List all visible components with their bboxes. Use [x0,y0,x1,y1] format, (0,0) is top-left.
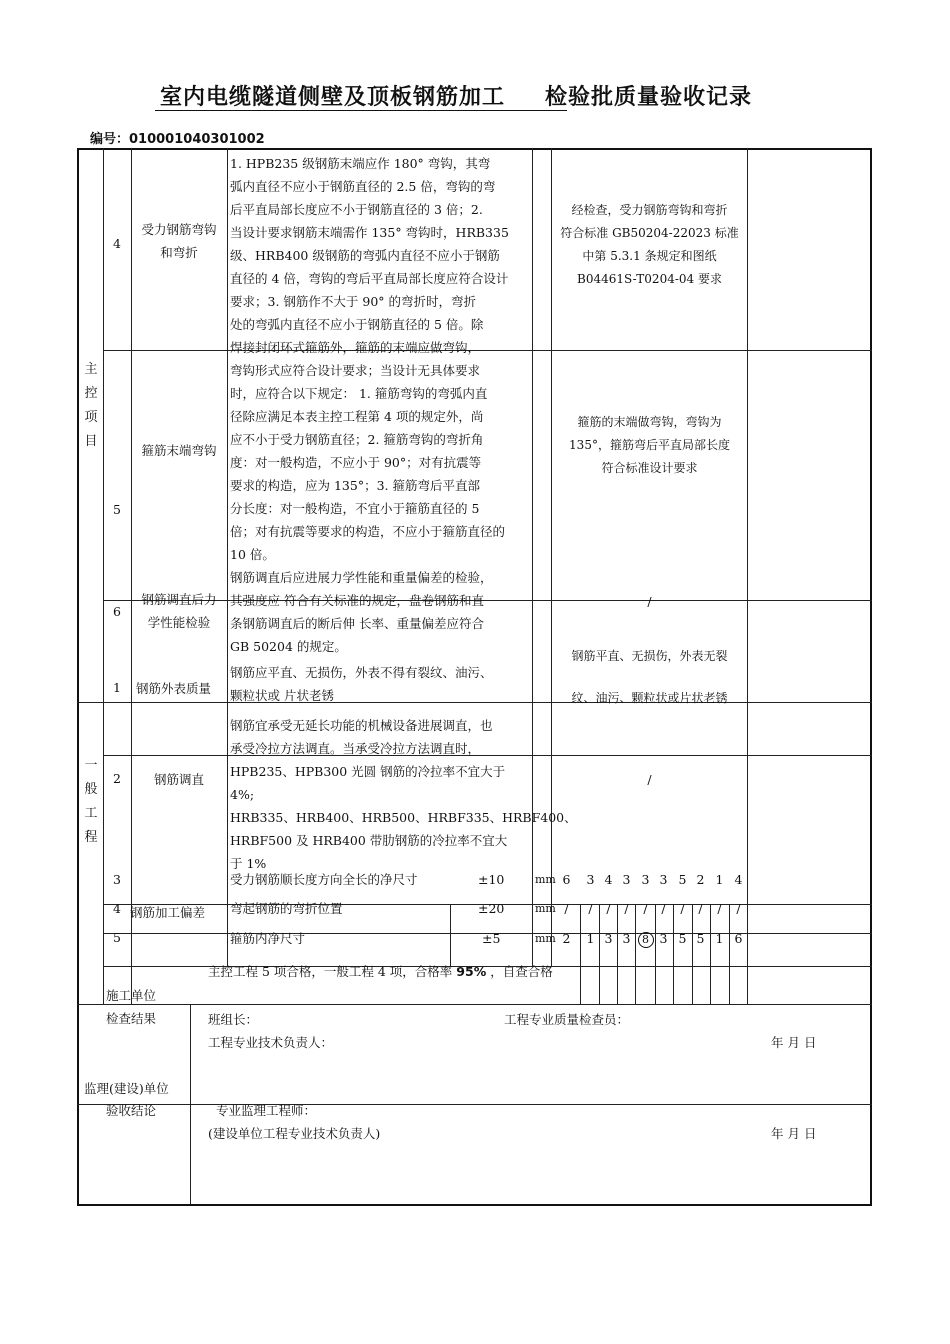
col-divider [692,904,693,1004]
col-divider [190,1004,191,1204]
measured-value: 3 [622,872,631,887]
measured-value: 3 [659,931,668,946]
measured-value: / [643,901,648,916]
measured-value: 6 [562,872,571,887]
date-label: 年 月 日 [771,1035,817,1050]
item-result: 箍筋的末端做弯钩，弯钩为 135°，箍筋弯后平直局部长度 符合标准设计要求 [569,415,730,475]
measured-value: 4 [734,872,743,887]
category-main-control: 主 控 项 目 [84,362,98,449]
col-divider [580,904,581,1004]
measured-value: / [564,901,569,916]
measured-value: 3 [586,872,595,887]
item-number: 4 [113,236,121,251]
item-name: 钢筋调直 [153,772,204,787]
deviation-tolerance: ±10 [478,872,505,887]
col-divider [227,148,228,966]
deviation-values [558,872,748,890]
date-label: 年 月 日 [771,1126,817,1141]
deviation-item: 受力钢筋顺长度方向全长的净尺寸 [230,872,418,887]
col-divider [599,904,600,1004]
measured-value: 3 [604,931,613,946]
deviation-item: 箍筋内净尺寸 [230,931,306,946]
measured-value: 1 [715,872,724,887]
deviation-values [558,931,748,949]
item-number: 2 [113,771,121,786]
item-name: 受力钢筋弯钩 和弯折 [141,222,217,260]
item-result: / [647,772,652,787]
measured-value: / [680,901,685,916]
construction-unit-label: 施工单位 [106,988,157,1003]
item-requirement: 弯钩形式应符合设计要求；当设计无具体要求 时，应符合以下规定： 1. 箍筋弯钩的弯弧内直 径除应满足本表主控工程第 4 项的规定外，尚 应不小于受力钢筋直径；2. 箍筋弯钩的弯折角 度：对一般构造，不应小于 90°；对有抗震等 要求的构造，应为 135°；3. 箍筋弯后平直部 分长度：对一般构造，不宜小于箍筋直径的 5 倍；对有抗震等要求的构造，不应小于箍筋直径的 10 倍。 [230,363,506,562]
measured-value: 1 [715,931,724,946]
quality-inspector-label: 工程专业质量检查员： [504,1012,630,1027]
measured-value: / [698,901,703,916]
item-number: 5 [113,502,121,517]
col-divider [103,148,104,1004]
deviation-number: 4 [113,901,121,916]
measured-value-circled: 8 [637,931,654,948]
measured-value: 1 [586,931,595,946]
measured-value: 5 [696,931,705,946]
deviation-values [558,901,748,919]
col-divider [635,904,636,1004]
item-requirement: 钢筋应平直、无损伤，外表不得有裂纹、油污、 颗粒状或 片状老锈 [230,665,493,703]
col-divider [617,904,618,1004]
section-divider [77,1104,872,1105]
col-divider [131,148,132,1004]
deviation-group-label: 钢筋加工偏差 [130,905,206,920]
col-divider [673,904,674,1004]
measured-value: 3 [622,931,631,946]
page-title: 室内电缆隧道侧壁及顶板钢筋加工 检验批质量验收记录 [160,85,753,110]
supervision-unit-label: 监理(建设)单位 [84,1081,169,1096]
category-general: 一 般 工 程 [84,758,98,845]
item-name: 钢筋调直后力 学性能检验 [141,592,217,630]
measured-value: / [661,901,666,916]
deviation-number: 3 [113,872,121,887]
tech-lead-label: 工程专业技术负责人： [208,1035,334,1050]
measured-value: 3 [641,872,650,887]
item-name: 箍筋末端弯钩 [141,443,217,458]
item-requirement: 钢筋调直后应进展力学性能和重量偏差的检验， 其强度应 符合有关标准的规定，盘卷钢筋和直 条钢筋调直后的断后伸 长率、重量偏差应符合 GB 50204 的规定。 [230,570,493,654]
measured-value: 5 [678,872,687,887]
item-result: 钢筋平直、无损伤，外表无裂 纹、油污、颗粒状或片状老锈 [571,649,728,705]
col-divider [450,904,451,966]
measured-value: / [606,901,611,916]
measured-value: / [588,901,593,916]
item-result: / [647,594,652,609]
conclusion-label: 验收结论 [106,1103,157,1118]
section-divider [77,1004,872,1005]
supervising-engineer-label: 专业监理工程师： [216,1103,317,1118]
check-result-label: 检查结果 [106,1011,157,1026]
document-number: 编号：010001040301002 [90,132,265,147]
item-name: 钢筋外表质量 [136,681,212,696]
deviation-tolerance: ±5 [482,931,501,946]
item-result: 经检查，受力钢筋弯钩和弯折 符合标准 GB50204-22023 标准 中第 5.3.1 条规定和图纸 B04461S-T0204-04 要求 [560,203,739,286]
measured-value: 6 [734,931,743,946]
col-divider [655,904,656,1004]
deviation-unit: mm [535,932,556,945]
deviation-unit: mm [535,902,556,915]
title-underline [155,110,567,111]
summary-text: 主控工程 5 项合格，一般工程 4 项，合格率 95% ，自查合格 [208,964,553,979]
item-number: 1 [113,680,121,695]
deviation-number: 5 [113,930,121,945]
deviation-tolerance: ±20 [478,901,505,916]
team-leader-label: 班组长： [208,1012,259,1027]
owner-tech-lead-label: (建设单位工程专业技术负责人) [208,1126,381,1141]
measured-value: 4 [604,872,613,887]
item-requirement: 钢筋宜承受无延长功能的机械设备进展调直，也 承受冷拉方法调直。当承受冷拉方法调直时， HPB235、HPB300 光圆 钢筋的冷拉率不宜大于 4%; HRB335、HRB400、HRB500、HRBF335、HRBF400、 HRBF500 及 HRB400 带肋钢筋的冷拉率不宜大 于 1% [230,718,577,871]
measured-value: 2 [562,931,571,946]
measured-value: / [624,901,629,916]
measured-value: 5 [678,931,687,946]
measured-value: / [736,901,741,916]
measured-value: 2 [696,872,705,887]
item-number: 6 [113,604,121,619]
deviation-item: 弯起钢筋的弯折位置 [230,901,343,916]
col-divider [729,904,730,1004]
col-divider [710,904,711,1004]
item-requirement: 1. HPB235 级钢筋末端应作 180° 弯钩，其弯 弧内直径不应小于钢筋直径的 2.5 倍，弯钩的弯 后平直局部长度应不小于钢筋直径的 3 倍；2. 当设计要求钢筋末端需作 135° 弯钩时，HRB335 级、HRB400 级钢筋的弯弧内直径不应小于钢筋 直径的 4 倍，弯钩的弯后平直局部长度应符合设计 要求；3. 钢筋作不大于 90° 的弯折时，弯折 处的弯弧内直径不应小于钢筋直径的 5 倍。除 焊接封闭环式箍筋外，箍筋的末端应做弯钩， [230,156,509,355]
measured-value: 3 [659,872,668,887]
measured-value: / [717,901,722,916]
deviation-unit: mm [535,873,556,886]
